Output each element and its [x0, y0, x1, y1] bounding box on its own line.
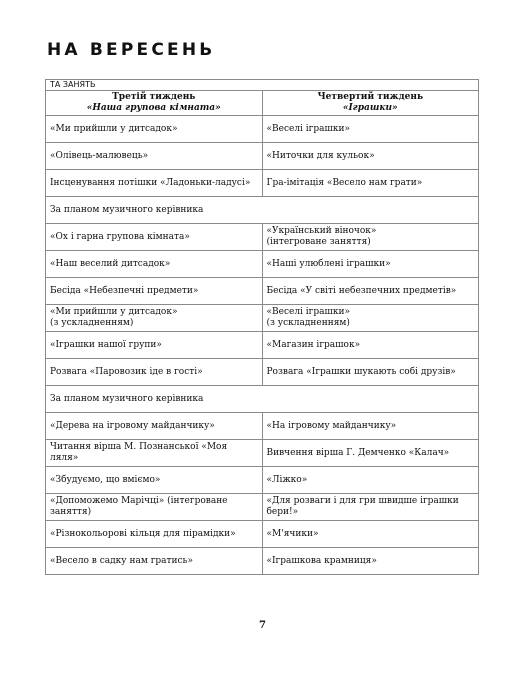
week-4-cell: «Веселі іграшки» (з ускладненням) [262, 305, 479, 332]
table-row [46, 278, 479, 305]
table-row [46, 521, 479, 548]
table-row [46, 116, 479, 143]
week-4-cell: Бесіда «У світі небезпечних предметів» [262, 278, 479, 305]
week-4-cell: «На ігровому майданчику» [262, 413, 479, 440]
week-theme: «Іграшки» [342, 103, 398, 113]
schedule-table [45, 79, 479, 575]
table-row [46, 305, 479, 332]
week-4-cell: «Іграшкова крамниця» [262, 548, 479, 575]
week-4-cell: «Український віночок» (інтегроване заняття) [262, 224, 479, 251]
page-number: 7 [259, 620, 266, 631]
week-3-cell: «Дерева на ігровому майданчику» [46, 413, 263, 440]
table-section-row [46, 386, 479, 413]
week-4-cell: «Ліжко» [262, 467, 479, 494]
table-row [46, 413, 479, 440]
table-row [46, 494, 479, 521]
table-row [46, 143, 479, 170]
week-3-cell: Бесіда «Небезпечні предмети» [46, 278, 263, 305]
table-row [46, 224, 479, 251]
week-3-cell: Розвага «Паровозик іде в гості» [46, 359, 263, 386]
week-theme: «Наша групова кімната» [86, 103, 221, 113]
week-3-header [46, 91, 263, 116]
table-row [46, 440, 479, 467]
week-3-cell: «Іграшки нашої групи» [46, 332, 263, 359]
week-4-cell: «Веселі іграшки» [262, 116, 479, 143]
table-header-label: ТА ЗАНЯТЬ [46, 80, 479, 91]
week-4-cell: «Наші улюблені іграшки» [262, 251, 479, 278]
week-title: Четвертий тиждень [317, 92, 424, 102]
table-row [46, 548, 479, 575]
week-3-cell: «Весело в садку нам гратись» [46, 548, 263, 575]
week-4-cell: «М'ячики» [262, 521, 479, 548]
week-3-cell: «Допоможемо Марічці» (інтегроване заняття) [46, 494, 263, 521]
week-title: Третій тиждень [112, 92, 196, 102]
table-row [46, 251, 479, 278]
week-4-cell: Розвага «Іграшки шукають собі друзів» [262, 359, 479, 386]
week-3-cell: «Олівець-малювець» [46, 143, 263, 170]
table-row [46, 467, 479, 494]
table-header-row [46, 80, 479, 91]
week-4-cell: «Магазин іграшок» [262, 332, 479, 359]
week-4-cell: Вивчення вірша Г. Демченко «Калач» [262, 440, 479, 467]
week-3-cell: «Ох і гарна групова кімната» [46, 224, 263, 251]
table-row [46, 332, 479, 359]
section-note: За планом музичного керівника [46, 197, 479, 224]
week-4-cell: «Ниточки для кульок» [262, 143, 479, 170]
week-4-cell: Гра-імітація «Весело нам грати» [262, 170, 479, 197]
section-note: За планом музичного керівника [46, 386, 479, 413]
week-header-row [46, 91, 479, 116]
week-3-cell: Інсценування потішки «Ладоньки-ладусі» [46, 170, 263, 197]
week-4-cell: «Для розваги і для гри швидше іграшки бери!» [262, 494, 479, 521]
table-row [46, 359, 479, 386]
week-3-cell: «Збудуємо, що вміємо» [46, 467, 263, 494]
week-4-header [262, 91, 479, 116]
week-3-cell: «Ми прийшли у дитсадок» (з ускладненням) [46, 305, 263, 332]
table-row [46, 170, 479, 197]
week-3-cell: «Різнокольорові кільця для пірамідки» [46, 521, 263, 548]
page-heading: НА ВЕРЕСЕНЬ [47, 40, 216, 60]
week-3-cell: «Наш веселий дитсадок» [46, 251, 263, 278]
week-3-cell: «Ми прийшли у дитсадок» [46, 116, 263, 143]
table-section-row [46, 197, 479, 224]
week-3-cell: Читання вірша М. Познанської «Моя ляля» [46, 440, 263, 467]
